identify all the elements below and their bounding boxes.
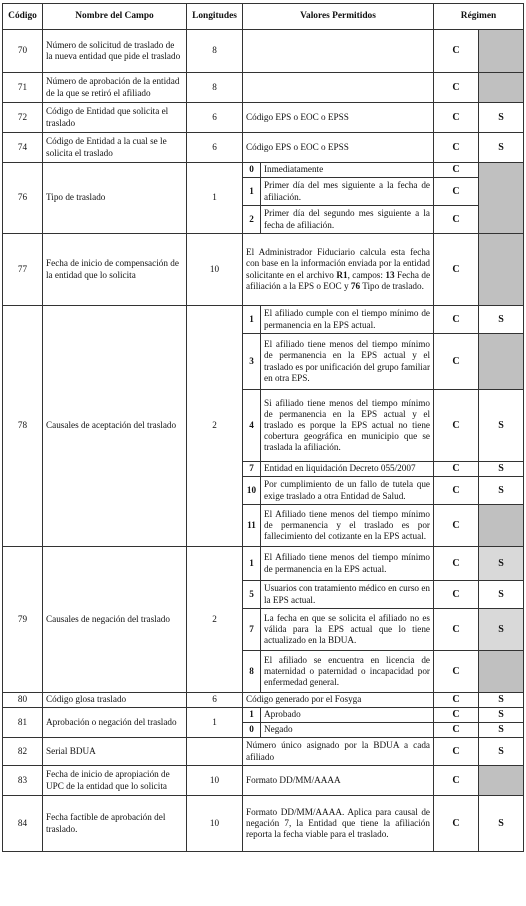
option-text: El afiliado tiene menos del tiempo mínimo de permanencia en la EPS actual y el traslado es por unificación del grupo familiar en otra EPS. [261,334,434,390]
option-text: Por cumplimiento de un fallo de tutela que exige traslado a otra Entidad de Salud. [261,477,434,505]
codigo-cell: 70 [3,30,43,73]
valores-cell [243,73,434,103]
option-text: La fecha en que se solicita el afiliado no es válida para la EPS actual que lo tiene actualizado en la BDUA. [261,609,434,651]
table-row [3,547,524,581]
nombre-cell: Código de Entidad que solicita el traslado [43,103,187,133]
option-code: 2 [243,206,261,234]
regimen-c-cell: C [434,796,479,852]
regimen-c-cell: C [434,306,479,334]
regimen-c-cell: C [434,103,479,133]
regimen-c-cell: C [434,651,479,693]
option-code: 4 [243,390,261,462]
regimen-s-cell: S [479,723,524,738]
regimen-s-cell: S [479,103,524,133]
header-nombre: Nombre del Campo [43,4,187,30]
regimen-c-cell: C [434,609,479,651]
codigo-cell: 80 [3,693,43,708]
codigo-cell: 82 [3,738,43,766]
regimen-s-cell: S [479,306,524,334]
header-longitudes: Longitudes [187,4,243,30]
nombre-cell: Código glosa traslado [43,693,187,708]
valores-cell: Número único asignado por la BDUA a cada afiliado [243,738,434,766]
option-text: Negado [261,723,434,738]
regimen-c-cell: C [434,723,479,738]
nombre-cell: Tipo de traslado [43,163,187,234]
regimen-c-cell: C [434,390,479,462]
table-row [3,738,524,766]
regimen-c-cell: C [434,693,479,708]
valores-cell: Código generado por el Fosyga [243,693,434,708]
table-row [3,30,524,73]
regimen-s-cell: S [479,609,524,651]
codigo-cell: 71 [3,73,43,103]
valores-cell: Código EPS o EOC o EPSS [243,133,434,163]
option-code: 0 [243,723,261,738]
longitud-cell: 1 [187,163,243,234]
regimen-c-cell: C [434,163,479,178]
option-code: 3 [243,334,261,390]
option-code: 1 [243,708,261,723]
nombre-cell: Aprobación o negación del traslado [43,708,187,738]
table-row [3,73,524,103]
table-row [3,103,524,133]
table-row [3,306,524,334]
regimen-c-cell: C [434,708,479,723]
header-row [3,4,524,30]
regimen-c-cell: C [434,477,479,505]
option-text: Entidad en liquidación Decreto 055/2007 [261,462,434,477]
regimen-s-cell: S [479,547,524,581]
option-code: 10 [243,477,261,505]
option-text: Usuarios con tratamiento médico en curso en la EPS actual. [261,581,434,609]
regimen-s-cell [479,30,524,73]
nombre-cell: Código de Entidad a la cual se le solicita el traslado [43,133,187,163]
regimen-s-cell: S [479,796,524,852]
field-ref: 76 [350,280,361,291]
regimen-s-cell: S [479,708,524,723]
header-regimen: Régimen [434,4,524,30]
regimen-s-cell: S [479,693,524,708]
regimen-s-cell [479,73,524,103]
option-code: 7 [243,462,261,477]
regimen-s-cell: S [479,738,524,766]
regimen-c-cell: C [434,505,479,547]
value-text: El Administrador Fiduciario calcula esta fecha con base en la información enviada por la entidad solicitante en el archivo [246,247,430,280]
longitud-cell: 2 [187,306,243,547]
table-row [3,796,524,852]
longitud-cell: 8 [187,30,243,73]
nombre-cell: Fecha de inicio de apropiación de UPC de la entidad que lo solicita [43,766,187,796]
valores-cell [243,234,434,306]
option-text: El afiliado se encuentra en licencia de maternidad o paternidad o incapacidad por enfermedad general. [261,651,434,693]
regimen-c-cell: C [434,133,479,163]
file-ref: R1 [336,269,348,280]
option-code: 0 [243,163,261,178]
longitud-cell: 8 [187,73,243,103]
nombre-cell: Serial BDUA [43,738,187,766]
regimen-c-cell: C [434,206,479,234]
nombre-cell: Número de aprobación de la entidad de la que se retiró el afiliado [43,73,187,103]
option-code: 5 [243,581,261,609]
field-ref: 13 [385,269,395,280]
option-text: Primer día del segundo mes siguiente a la fecha de afiliación. [261,206,434,234]
nombre-cell: Número de solicitud de traslado de la nueva entidad que pide el traslado [43,30,187,73]
table-row [3,133,524,163]
option-code: 1 [243,178,261,206]
value-text: Fecha de afiliación a la EPS o EOC y [246,269,431,291]
option-text: El Afiliado tiene menos del tiempo mínimo de permanencia en la EPS actual. [261,547,434,581]
option-text: Inmediatamente [261,163,434,178]
valores-cell: Formato DD/MM/AAAA. Aplica para causal de negación 7, la Entidad que tiene la afiliación reporta la fecha viable para el traslado. [243,796,434,852]
regimen-c-cell: C [434,738,479,766]
codigo-cell: 76 [3,163,43,234]
regimen-s-cell: S [479,462,524,477]
regimen-c-cell: C [434,234,479,306]
regimen-c-cell: C [434,178,479,206]
nombre-cell: Fecha factible de aprobación del traslado. [43,796,187,852]
field-spec-table [2,3,524,852]
table-row [3,234,524,306]
option-code: 1 [243,306,261,334]
table-row [3,766,524,796]
option-code: 8 [243,651,261,693]
codigo-cell: 72 [3,103,43,133]
codigo-cell: 74 [3,133,43,163]
nombre-cell: Causales de aceptación del traslado [43,306,187,547]
option-text: El Afiliado tiene menos del tiempo mínimo de permanencia y el traslado es por fallecimiento del cotizante en la EPS actual. [261,505,434,547]
regimen-s-cell [479,163,524,234]
option-text: Aprobado [261,708,434,723]
longitud-cell [187,738,243,766]
option-code: 7 [243,609,261,651]
nombre-cell: Fecha de inicio de compensación de la entidad que lo solicita [43,234,187,306]
regimen-c-cell: C [434,766,479,796]
regimen-s-cell: S [479,581,524,609]
regimen-c-cell: C [434,462,479,477]
codigo-cell: 84 [3,796,43,852]
option-code: 1 [243,547,261,581]
codigo-cell: 78 [3,306,43,547]
header-valores: Valores Permitidos [243,4,434,30]
regimen-c-cell: C [434,547,479,581]
codigo-cell: 77 [3,234,43,306]
nombre-cell: Causales de negación del traslado [43,547,187,693]
table-row [3,693,524,708]
option-text: El afiliado cumple con el tiempo mínimo de permanencia en la EPS actual. [261,306,434,334]
regimen-c-cell: C [434,30,479,73]
valores-cell [243,30,434,73]
longitud-cell: 10 [187,234,243,306]
value-text: , campos: [347,269,383,280]
valores-cell: Código EPS o EOC o EPSS [243,103,434,133]
longitud-cell: 6 [187,693,243,708]
regimen-c-cell: C [434,334,479,390]
option-code: 11 [243,505,261,547]
longitud-cell: 10 [187,766,243,796]
regimen-s-cell [479,651,524,693]
regimen-s-cell [479,766,524,796]
table-row [3,163,524,178]
option-text: Si afiliado tiene menos del tiempo mínimo de permanencia en la EPS actual y el traslado es porque la EPS actual no tiene cobertura geográfica en municipio que se traslada la afiliación. [261,390,434,462]
longitud-cell: 6 [187,103,243,133]
option-text: Primer día del mes siguiente a la fecha de afiliación. [261,178,434,206]
regimen-s-cell: S [479,133,524,163]
regimen-c-cell: C [434,581,479,609]
longitud-cell: 2 [187,547,243,693]
regimen-s-cell: S [479,477,524,505]
regimen-s-cell [479,234,524,306]
codigo-cell: 83 [3,766,43,796]
codigo-cell: 79 [3,547,43,693]
longitud-cell: 1 [187,708,243,738]
longitud-cell: 10 [187,796,243,852]
header-codigo: Código [3,4,43,30]
regimen-s-cell [479,334,524,390]
valores-cell: Formato DD/MM/AAAA [243,766,434,796]
longitud-cell: 6 [187,133,243,163]
regimen-s-cell: S [479,390,524,462]
regimen-s-cell [479,505,524,547]
codigo-cell: 81 [3,708,43,738]
regimen-c-cell: C [434,73,479,103]
value-text: Tipo de traslado. [362,280,424,291]
table-row [3,708,524,723]
